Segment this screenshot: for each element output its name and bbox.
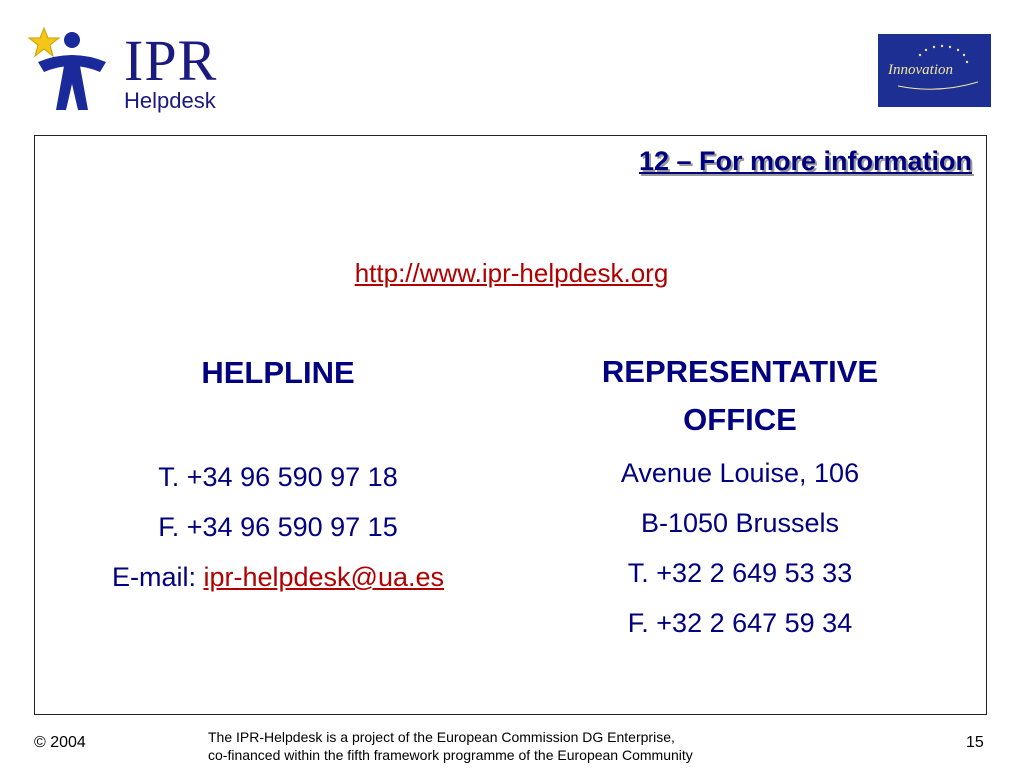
footer-note-line-2: co-financed within the fifth framework programme of the European Community [208, 747, 693, 763]
website-link[interactable]: http://www.ipr-helpdesk.org [354, 258, 669, 288]
office-address-city: B-1050 Brussels [640, 508, 840, 538]
innovation-logo-text: Innovation [888, 62, 953, 78]
email-link[interactable]: ipr-helpdesk@ua.es [203, 562, 445, 592]
office-phone: T. +32 2 649 53 33 [627, 558, 853, 588]
office-address-street: Avenue Louise, 106 [620, 458, 860, 488]
helpline-email-row [55, 552, 501, 602]
content-frame [34, 135, 987, 715]
office-section [507, 348, 973, 648]
ipr-helpdesk-logo [28, 26, 218, 116]
helpline-section [55, 354, 501, 602]
ipr-logo-text: IPR [124, 28, 218, 93]
helpline-phone: T. +34 96 590 97 18 [158, 462, 398, 492]
helpline-heading: HELPLINE [201, 355, 355, 390]
helpline-fax: F. +34 96 590 97 15 [158, 512, 398, 542]
email-label: E-mail: [111, 562, 204, 592]
helpdesk-logo-text: Helpdesk [124, 88, 216, 113]
office-heading: REPRESENTATIVE OFFICE [601, 354, 879, 437]
footer-copyright: © 2004 [34, 734, 86, 751]
slide-title: 12 – For more information [638, 146, 972, 176]
star-figure-icon [28, 26, 124, 116]
page-number: 15 [966, 734, 984, 751]
footer-note-line-1: The IPR-Helpdesk is a project of the European Commission DG Enterprise, [208, 729, 675, 745]
innovation-logo [878, 34, 991, 107]
office-fax: F. +32 2 647 59 34 [627, 608, 853, 638]
footer-note [208, 728, 693, 764]
